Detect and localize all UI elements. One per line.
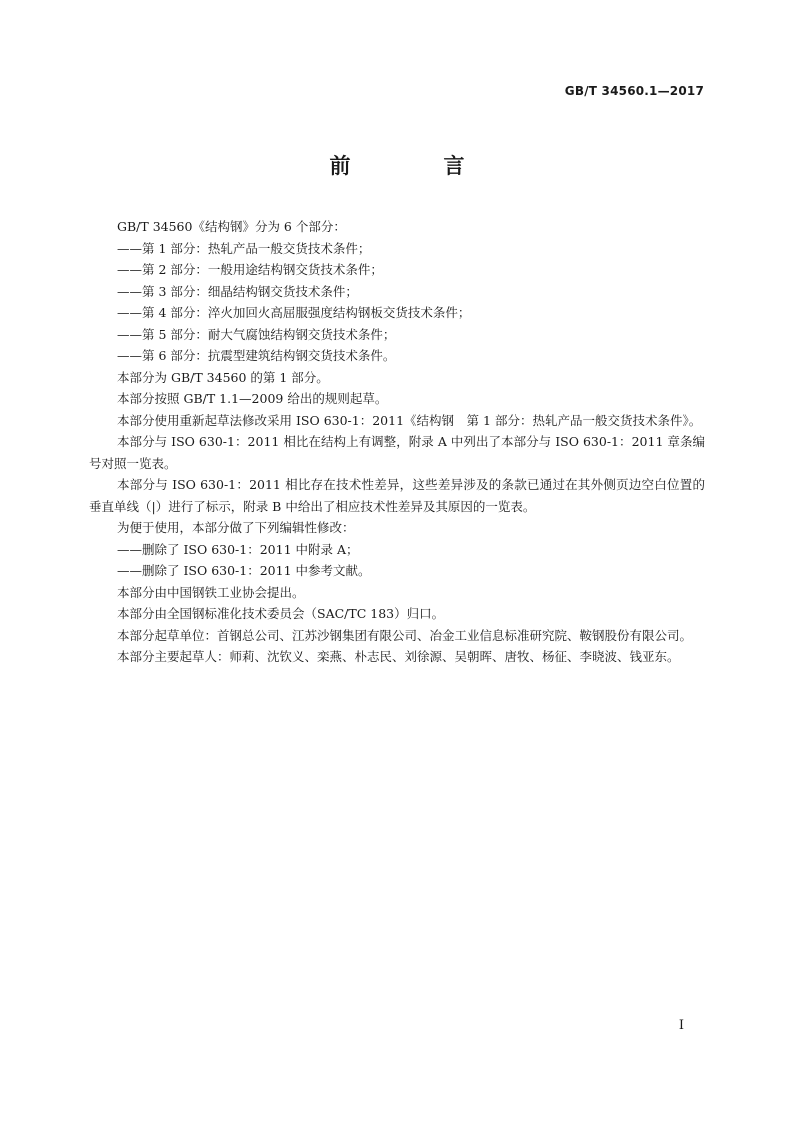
page-number: I: [678, 1018, 684, 1033]
list-item: ——第 6 部分：抗震型建筑结构钢交货技术条件。: [117, 348, 396, 363]
list-item: ——第 5 部分：耐大气腐蚀结构钢交货技术条件；: [117, 326, 396, 342]
page-title: 前 言: [329, 154, 501, 178]
paragraph: 为便于使用，本部分做了下列编辑性修改：: [117, 520, 355, 535]
standard-code: GB/T 34560.1—2017: [564, 84, 704, 98]
paragraph: 本部分使用重新起草法修改采用 ISO 630-1：2011《结构钢 第 1 部分：热轧产品一般交货技术条件》。: [117, 412, 702, 428]
list-item: ——第 3 部分：细晶结构钢交货技术条件；: [117, 283, 358, 299]
paragraph: 本部分与 ISO 630-1：2011 相比存在技术性差异，这些差异涉及的条款已通过在其外侧页边空白位置的垂直单线（|）进行了标示，附录 B 中给出了相应技术性差异及其原因的一览表。: [89, 477, 705, 514]
paragraph: 本部分与 ISO 630-1：2011 相比在结构上有调整，附录 A 中列出了本部分与 ISO 630-1：2011 章条编号对照一览表。: [89, 434, 705, 471]
paragraph: 本部分主要起草人：师莉、沈钦义、栾燕、朴志民、刘徐源、吴朝晖、唐牧、杨征、李晓波、钱亚东。: [117, 649, 680, 664]
list-item: ——第 4 部分：淬火加回火高屈服强度结构钢板交货技术条件；: [117, 305, 471, 320]
paragraph: 本部分起草单位：首钢总公司、江苏沙钢集团有限公司、冶金工业信息标准研究院、鞍钢股份有限公司。: [117, 627, 693, 643]
list-item: ——删除了 ISO 630-1：2011 中参考文献。: [117, 563, 371, 578]
paragraph: 本部分由全国钢标准化技术委员会（SAC/TC 183）归口。: [117, 606, 445, 621]
list-item: ——第 1 部分：热轧产品一般交货技术条件；: [117, 240, 371, 256]
paragraph: 本部分由中国钢铁工业协会提出。: [117, 584, 305, 600]
list-item: ——第 2 部分：一般用途结构钢交货技术条件；: [117, 262, 383, 277]
paragraph: 本部分按照 GB/T 1.1—2009 给出的规则起草。: [117, 391, 388, 406]
list-item: ——删除了 ISO 630-1：2011 中附录 A；: [117, 541, 359, 557]
paragraph: 本部分为 GB/T 34560 的第 1 部分。: [117, 369, 329, 385]
foreword-body: [89, 216, 705, 668]
paragraph: GB/T 34560《结构钢》分为 6 个部分：: [117, 219, 346, 234]
